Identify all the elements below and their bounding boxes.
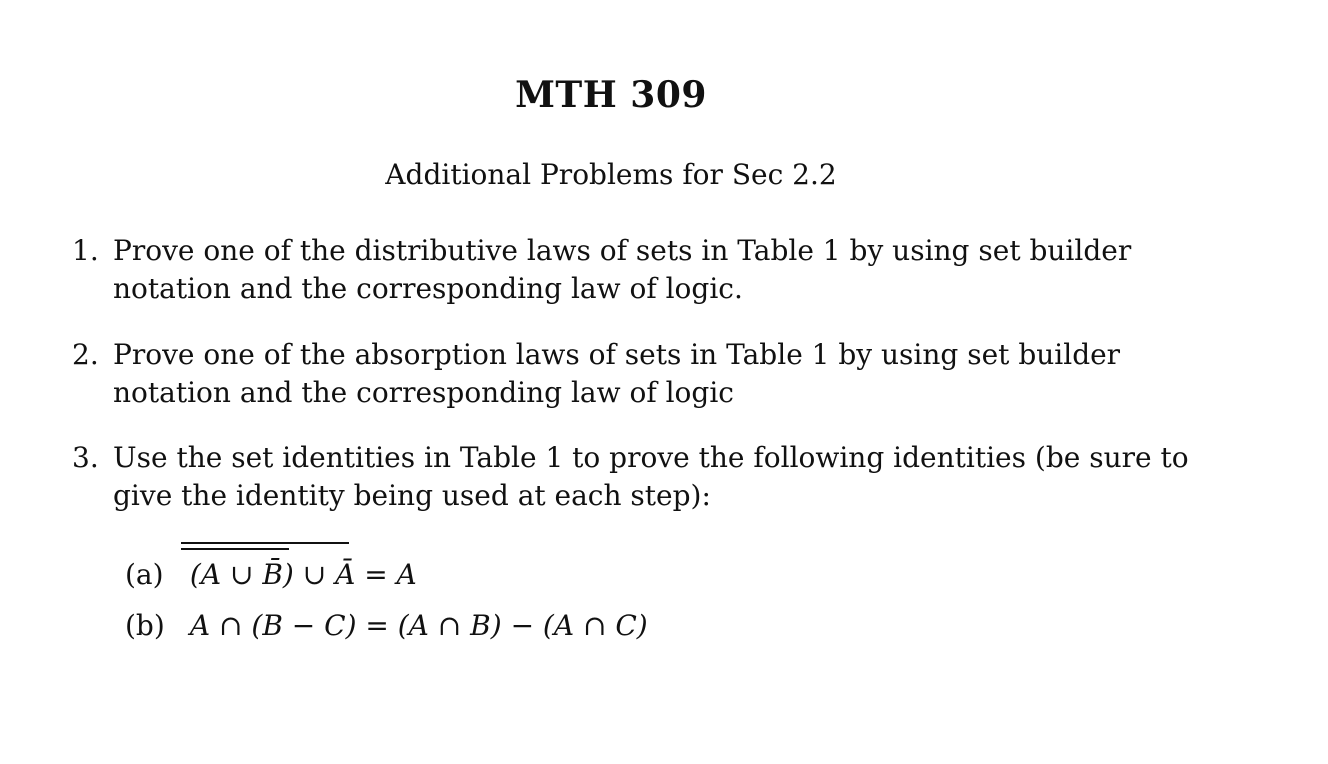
problem-text: Prove one of the distributive laws of sets in Table 1 by using set builder notation and the corresponding law of logic. [113,234,1132,305]
page-subtitle: Additional Problems for Sec 2.2 [385,158,837,191]
problem-number: 1. [72,234,99,267]
subitem-label: (b) [125,609,165,642]
problem-text: Prove one of the absorption laws of sets in Table 1 by using set builder notation and the corresponding law of logic [113,338,1121,409]
complement-overline-inner [181,548,289,550]
problem-1 [72,232,1192,308]
complement-overline-outer [181,542,349,544]
subitem-b [125,607,648,645]
subitem-label: (a) [125,558,164,591]
problem-2 [72,336,1192,412]
problem-number: 3. [72,441,99,474]
page-title: MTH 309 [515,74,707,116]
problem-number: 2. [72,338,99,371]
math-expression: (A ∪ B̄) ∪ Ā = A [189,558,417,591]
math-expression: A ∩ (B − C) = (A ∩ B) − (A ∩ C) [189,609,648,642]
problem-3 [72,439,1192,515]
subitem-a [125,556,417,594]
problem-text: Use the set identities in Table 1 to prove the following identities (be sure to give the identity being used at each step): [113,441,1189,512]
